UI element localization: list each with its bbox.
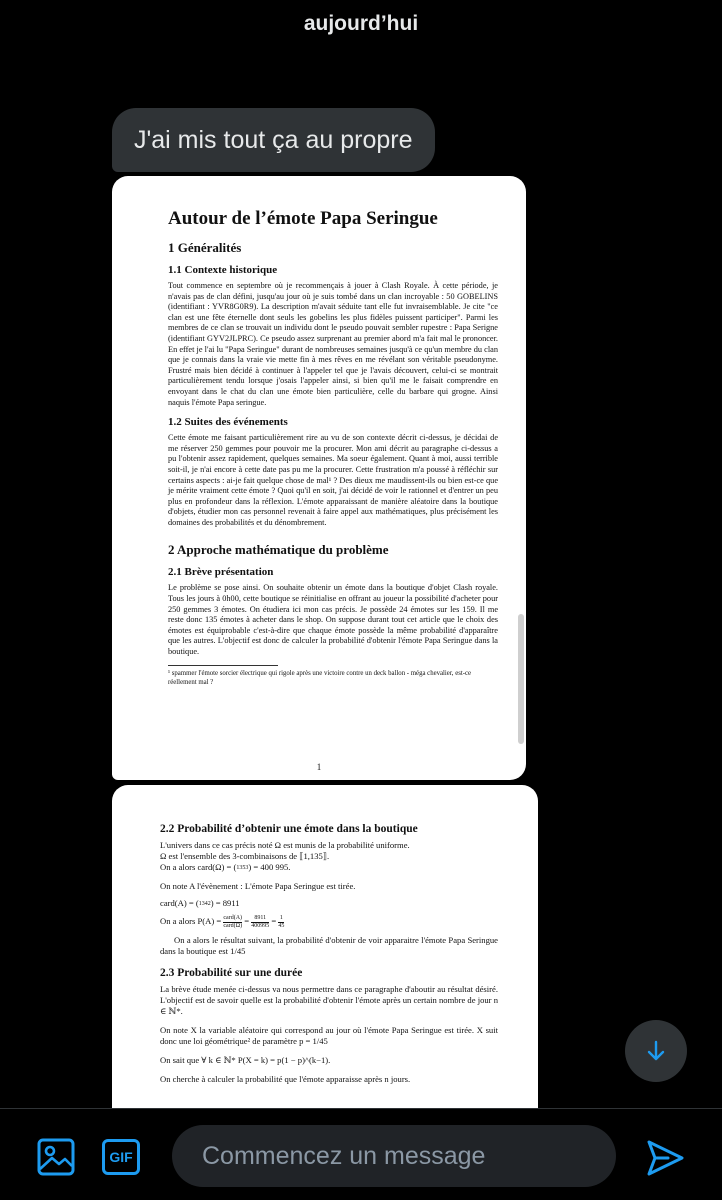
image-icon: [36, 1137, 76, 1177]
media-button[interactable]: [36, 1137, 76, 1177]
send-button[interactable]: [644, 1137, 686, 1179]
equation-probability: On a alors P(A) = $\frac{\text{card(A)}}{\text{card(Ω)}}$ = $\frac{8911}{400995}$ = $\frac{1}{45}$: [160, 915, 285, 929]
scrollbar-thumb[interactable]: [518, 614, 524, 744]
text-line: Ω est l'ensemble des 3-combinaisons de ⟦1,135⟧.: [160, 851, 330, 861]
section-heading: 1 Généralités: [168, 240, 242, 255]
text-line: L'univers dans ce cas précis noté Ω est munis de la probabilité uniforme.: [160, 840, 410, 850]
paragraph: La brève étude menée ci-dessus va nous permettre dans ce paragraphe d'aboutir au résultat désiré. L'objectif est de savoir quelle est la probabilité d'obtenir l'émote après un certain nombre de jour n ∈ ℕ*.: [160, 984, 498, 1016]
arrow-down-icon: [644, 1039, 668, 1063]
paragraph: On a alors le résultat suivant, la probabilité d'obtenir de voir apparaitre l'émote Papa Seringue dans la boutique est 1/45: [160, 935, 498, 956]
message-input-container[interactable]: [172, 1125, 616, 1187]
paragraph: On note X la variable aléatoire qui correspond au jour où l'émote Papa Seringue est tirée. X suit donc une loi géométrique² de paramètre p = 1/45: [160, 1025, 498, 1046]
subsection-heading: 2.3 Probabilité sur une durée: [160, 967, 303, 979]
gif-button[interactable]: [102, 1139, 140, 1175]
subsection-heading: 1.2 Suites des événements: [168, 416, 288, 429]
send-icon: [644, 1137, 686, 1179]
page-number: 1: [316, 762, 322, 772]
paragraph: Cette émote me faisant particulièrement rire au vu de son contexte décrit ci-dessus, je décidai de me réserver 250 gemmes pour pouvoir me la procurer. Mon ami décrit au paragraphe ci-dessus a pu l'obtenir assez rapidement, quelques semaines. Ma soeur également. Quant à moi, aussi terrible soit-il, je n'ai encore à cette date pas pu me la procurer. Cette frustration m'a poussé à réfléchir sur certains aspects : ai-je fait quelque chose de mal¹ ? Des dieux me maudissent-ils ou bien est-ce que je mérite vraiment cette émote ? Quoi qu'il en soit, j'ai décidé de voir le rationnel et d'entrer un peu plus en profondeur dans la réflexion. L'émote apparaissant de manière aléatoire dans la boutique d'objets, étudier mon cas personnel revenait à faire appel aux mathématiques, plus précisément les domaines des probabilités et du dénombrement.: [168, 433, 498, 527]
equation-card-omega: On a alors card(Ω) = (1353) = 400 995.: [160, 862, 291, 872]
message-bubble[interactable]: [112, 108, 435, 172]
paragraph: Le problème se pose ainsi. On souhaite obtenir un émote dans la boutique d'objet Clash royale. Tous les jours à 0h00, cette boutique se réinitialise en offrant au joueur la possibilité d'acheter pour 250 gemmes 3 émotes. On étudiera ici mon cas précis. Je possède 24 émotes sur les 159. Il me reste donc 135 émotes à acheter dans le shop. On suppose durant tout cet article que le choix des émotes est équiprobable c'est-à-dire que chaque émote possède la même probabilité d'apparaître que les autres. L'objectif est donc de calculer la probabilité d'obtenir l'émote Papa Seringue dans la boutique.: [168, 583, 498, 657]
subsection-heading: 2.2 Probabilité d’obtenir une émote dans la boutique: [160, 823, 418, 835]
footnote-rule: [168, 665, 278, 666]
footnote: ¹ spammer l'émote sorcier électrique qui rigole après une victoire contre un deck ballon - méga chevalier, est-ce réellement mal ?: [168, 669, 472, 686]
paragraph: Tout commence en septembre où je recommençais à jouer à Clash Royale. À cette période, je n'avais pas de clan défini, jusqu'au jour où je suis tombé dans un clan incroyable : 50 GOBELINS (identifiant : YVR8G0R9). La description m'avait séduite tant elle fut invraisemblable. Je cite "ce clan est une fête éternelle dont seuls les gobelins les plus fidèles puissent participer". Parmi les membres de ce clan se trouvait un individu dont le pseudo pouvait sembler rupestre : Papa Serigne (identifiant GYV2JLPRC). Ce pseudo assez surprenant au premier abord m'a fait mal le prononcer. En effet je l'ai lu "Papa Seringue" durant de nombreuses semaines jusqu'à ce qu'un membre du clan que je connais dans la vraie vie mette fin à mes rêves en me révélant son véritable pseudonyme. Frustré mais bien décidé à continuer à l'appeler tel que je l'avais découvert, celui-ci se montrait particulièrement tendu lorsque j'osais l'appeler ainsi, si bien qu'il me le faisait comprendre en envoyant dans le chat du clan une émote bien particulière, celle du barbare qui grogne. Ainsi naquis l'émote Papa seringue.: [168, 281, 498, 407]
subsection-heading: 2.1 Brève présentation: [168, 566, 274, 579]
doc-title: Autour de l’émote Papa Seringue: [168, 208, 438, 229]
document-image-page-1[interactable]: [112, 176, 526, 780]
subsection-heading: 1.1 Contexte historique: [168, 264, 278, 276]
section-heading: 2 Approche mathématique du problème: [168, 542, 389, 558]
equation-card-a: card(A) = (1342) = 8911: [160, 898, 240, 908]
message-composer: [0, 1108, 722, 1200]
paragraph: On sait que ∀ k ∈ ℕ* P(X = k) = p(1 − p)^(k−1).: [160, 1055, 331, 1065]
message-input[interactable]: [202, 1142, 616, 1171]
date-header: aujourd’hui: [303, 12, 419, 35]
text-line: On note A l'évènement : L'émote Papa Seringue est tirée.: [160, 881, 356, 891]
paragraph: On cherche à calculer la probabilité que l'émote apparaisse après n jours.: [160, 1074, 411, 1084]
gif-icon: GIF: [109, 1149, 133, 1165]
message-text: J'ai mis tout ça au propre: [134, 125, 413, 154]
document-image-page-2[interactable]: [112, 785, 538, 1110]
scroll-down-button[interactable]: [625, 1020, 687, 1082]
